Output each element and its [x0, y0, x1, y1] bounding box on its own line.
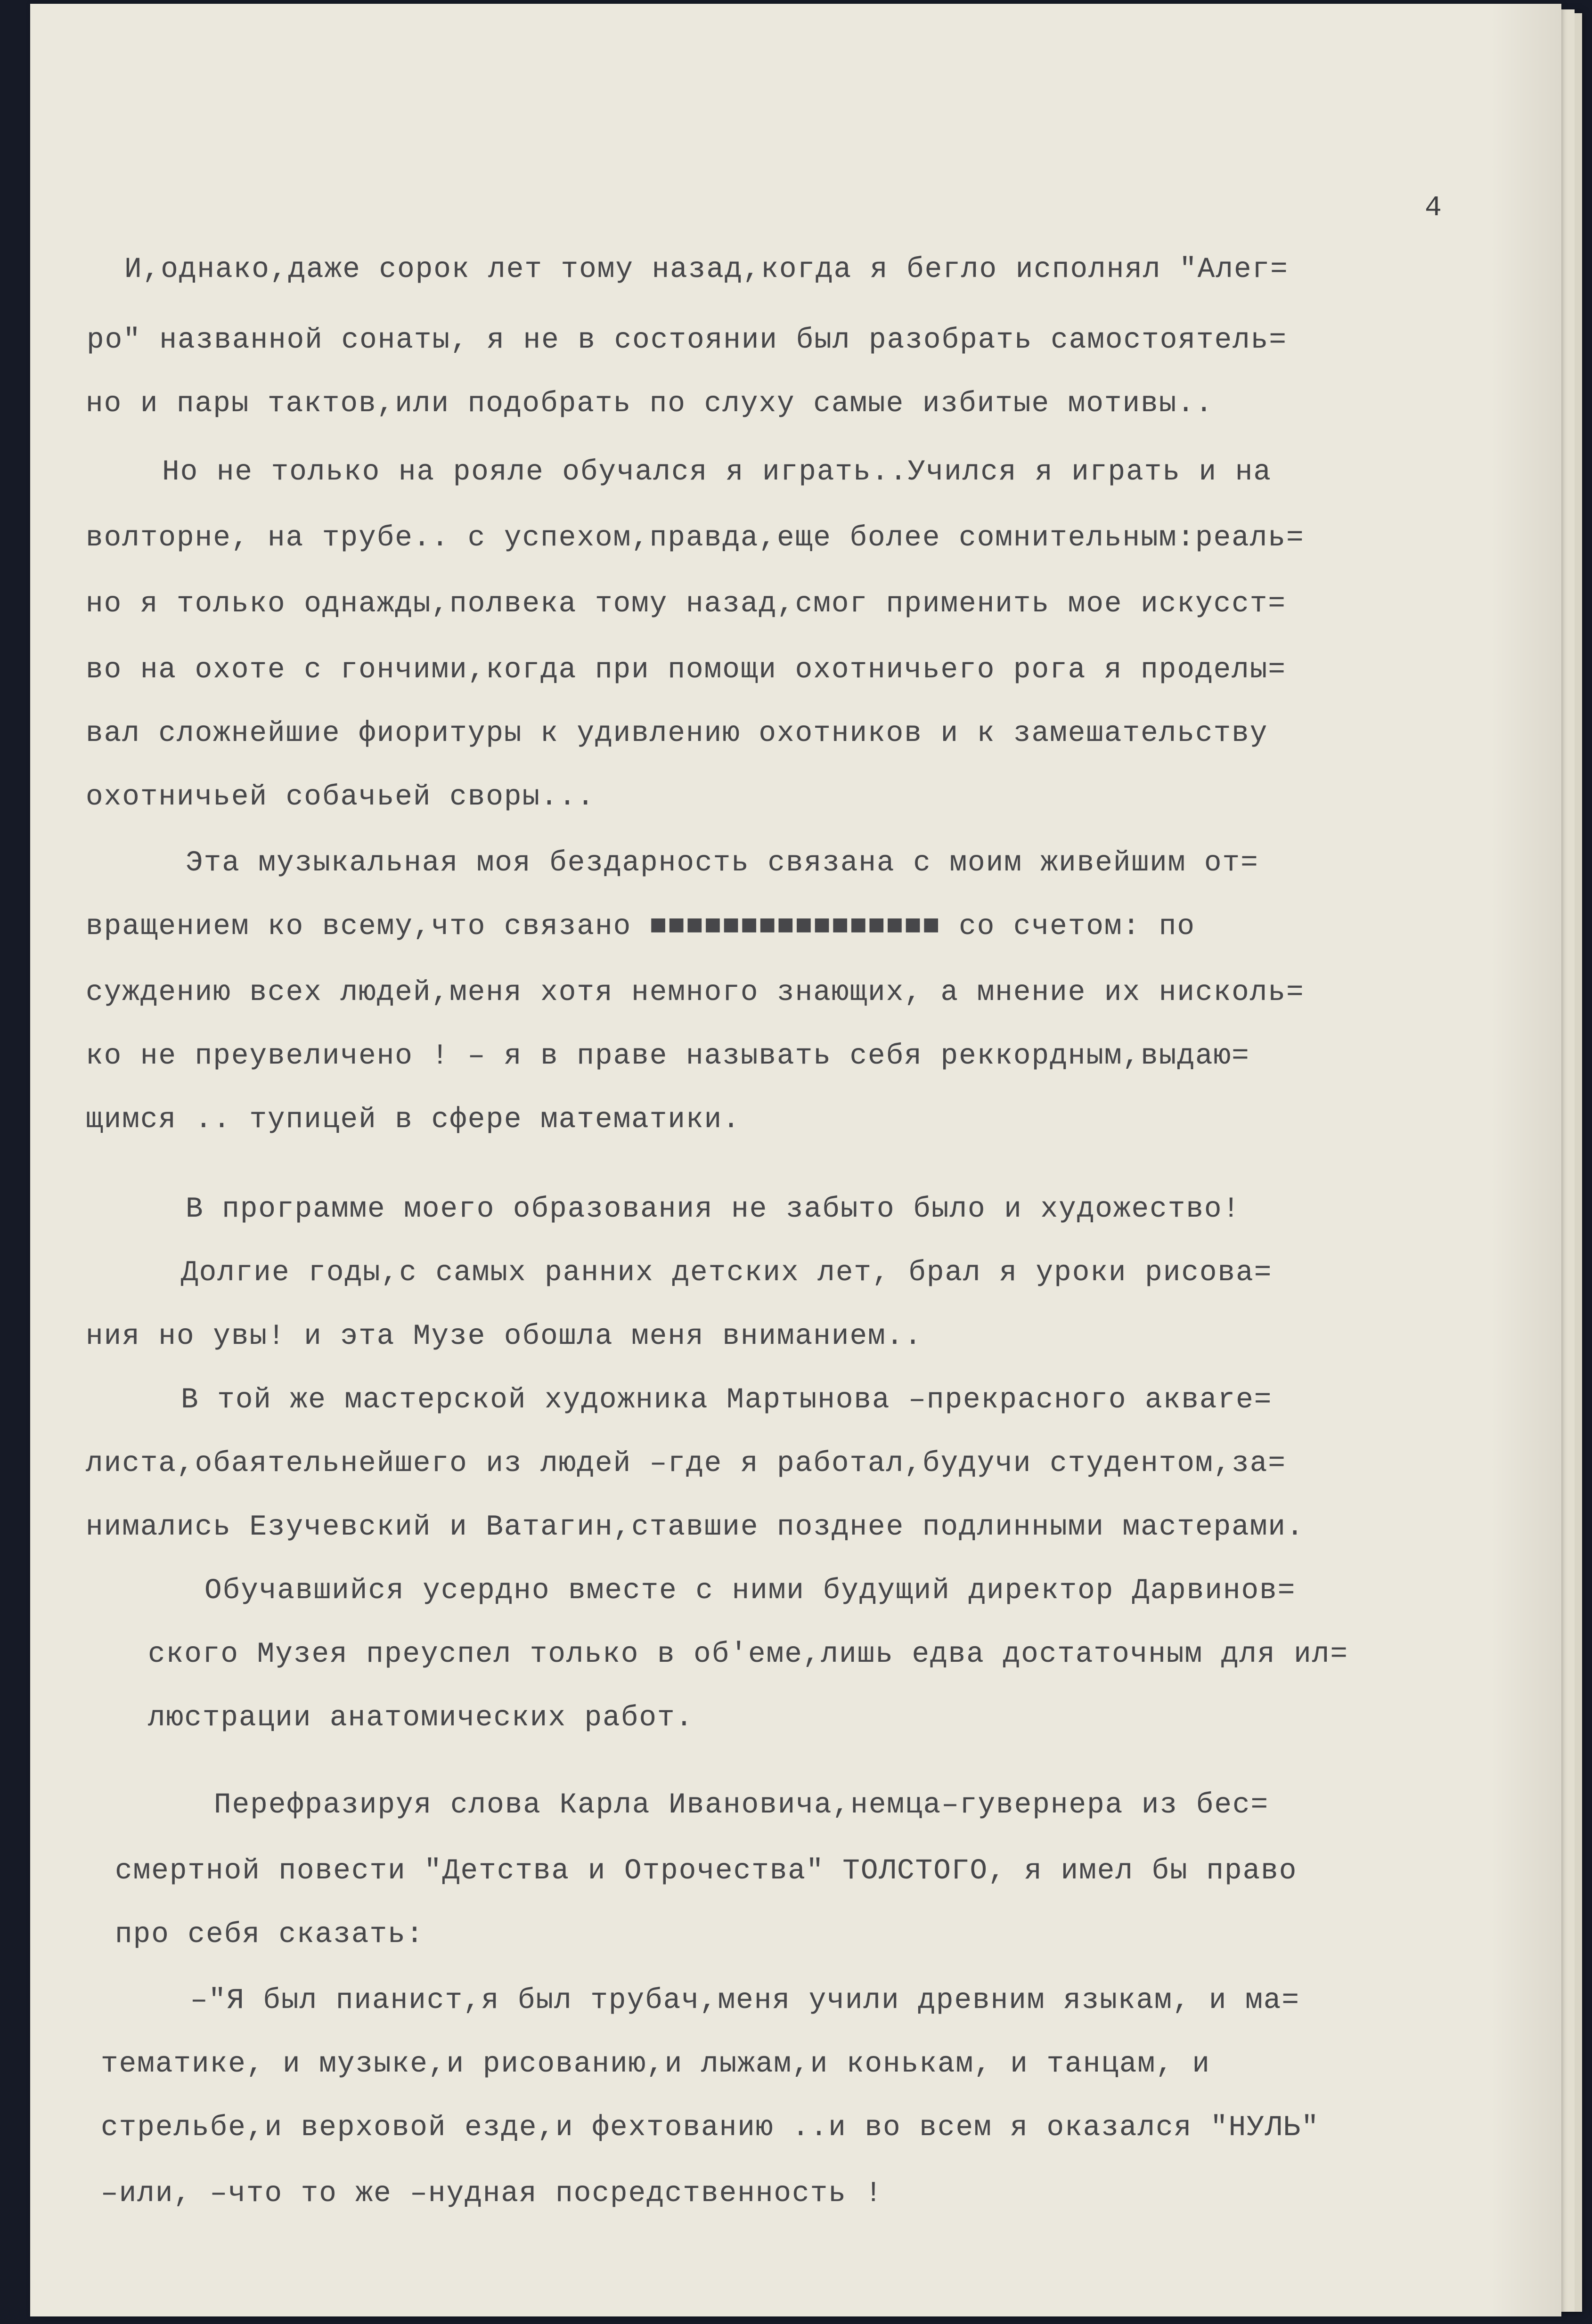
text-line: Долгие годы,с самых ранних детских лет, брал я уроки рисова= — [181, 1257, 1273, 1289]
text-line: люстрации анатомических работ. — [148, 1702, 694, 1734]
text-line: ро" названной сонаты, я не в состоянии был разобрать самостоятель= — [87, 324, 1287, 357]
text-line: В программе моего образования не забыто было и художество! — [186, 1193, 1241, 1226]
text-line: волторне, на трубе.. с успехом,правда,еще более сомнительным:реаль= — [86, 522, 1305, 554]
page-shadow — [1491, 4, 1561, 2316]
text-line: нимались Езучевский и Ватагин,ставшие позднее подлинными мастерами. — [86, 1511, 1305, 1544]
text-line: Перефразируя слова Карла Ивановича,немца–гувернера из бес= — [214, 1789, 1269, 1821]
text-line: ко не преувеличено ! – я в праве называть себя реккордным,выдаю= — [86, 1040, 1250, 1073]
text-line: охотничьей собачьей своры... — [86, 781, 595, 813]
text-line: тематике, и музыке,и рисованию,и лыжам,и конькам, и танцам, и — [101, 2048, 1210, 2080]
text-line: Обучавшийся усердно вместе с ними будущий директор Дарвинов= — [204, 1575, 1296, 1607]
text-line: щимся .. тупицей в сфере математики. — [86, 1104, 741, 1136]
text-line: про себя сказать: — [115, 1918, 425, 1951]
text-line: –"Я был пианист,я был трубач,меня учили древним языкам, и ма= — [190, 1984, 1300, 2017]
text-line: смертной повести "Детства и Отрочества" ТОЛСТОГО, я имел бы право — [115, 1855, 1298, 1887]
text-line: ния но увы! и эта Музе обошла меня вниманием.. — [86, 1320, 923, 1353]
page-number: 4 — [1425, 192, 1442, 224]
text-line: ского Музея преуспел только в об'еме,лишь едва достаточным для ил= — [148, 1638, 1348, 1671]
typewritten-page — [30, 4, 1561, 2316]
text-line: стрельбе,и верховой езде,и фехтованию ..и во всем я оказался "НУЛЬ" — [101, 2112, 1320, 2144]
text-line: Эта музыкальная моя бездарность связана с моим живейшим от= — [186, 847, 1259, 879]
text-line: листа,обаятельнейшего из людей –где я работал,будучи студентом,за= — [86, 1447, 1286, 1480]
text-line: В той же мастерской художника Мартынова –прекрасного аквare= — [181, 1384, 1273, 1416]
text-line: но я только однажды,полвека тому назад,смог применить мое искусст= — [86, 588, 1286, 620]
text-line: вал сложнейшие фиоритуры к удивлению охотников и к замешательству — [86, 717, 1268, 750]
text-line: Но не только на рояле обучался я играть..Учился я играть и на — [162, 456, 1272, 488]
text-line: –или, –что то же –нудная посредственность ! — [101, 2178, 883, 2210]
text-line: суждению всех людей,меня хотя немного знающих, а мнение их нисколь= — [86, 976, 1305, 1009]
text-line: но и пары тактов,или подобрать по слуху самые избитые мотивы.. — [86, 388, 1214, 420]
text-line: во на охоте с гончими,когда при помощи охотничьего рога я проделы= — [86, 654, 1286, 686]
text-line: вращением ко всему,что связано ■■■■■■■■■■■■■■■■ со счетом: по — [86, 910, 1195, 943]
text-line: И,однако,даже сорок лет тому назад,когда я бегло исполнял "Алег= — [124, 253, 1289, 286]
